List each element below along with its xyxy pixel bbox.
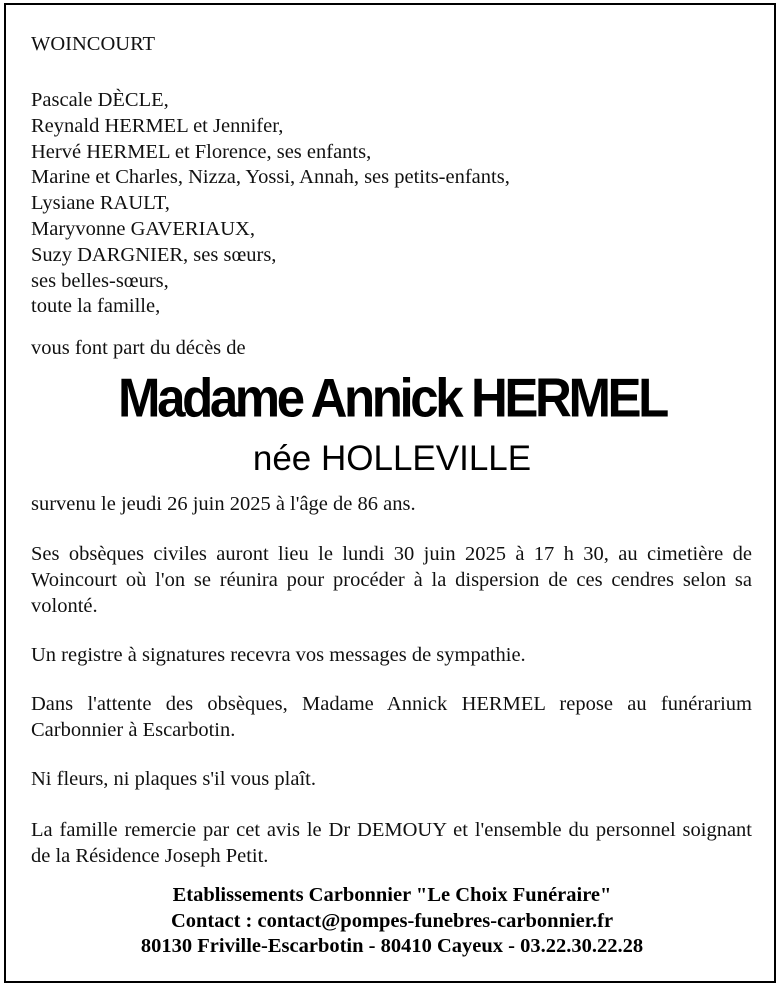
family-member: Marine et Charles, Nizza, Yossi, Annah, ses petits-enfants,: [31, 166, 510, 189]
death-date: survenu le jeudi 26 juin 2025 à l'âge de 86 ans.: [31, 493, 416, 515]
family-list: [31, 88, 752, 320]
family-member: Hervé HERMEL et Florence, ses enfants,: [31, 140, 372, 163]
family-member: Reynald HERMEL et Jennifer,: [31, 114, 284, 137]
family-member: Suzy DARGNIER, ses sœurs,: [31, 243, 277, 266]
family-member: Maryvonne GAVERIAUX,: [31, 217, 255, 240]
announcement-intro: vous font part du décès de: [31, 337, 246, 359]
town-name: WOINCOURT: [31, 33, 156, 55]
flowers-notice: Ni fleurs, ni plaques s'il vous plaît.: [31, 768, 316, 790]
funeral-details: Ses obsèques civiles auront lieu le lundi 30 juin 2025 à 17 h 30, au cimetière de Woincourt où l'on se réunira pour procéder à la dispersion de ces cendres selon sa volonté.: [31, 543, 752, 617]
condolence-register: Un registre à signatures recevra vos messages de sympathie.: [31, 644, 526, 666]
family-thanks: La famille remercie par cet avis le Dr DEMOUY et l'ensemble du personnel soignant de la Résidence Joseph Petit.: [31, 819, 752, 867]
repose-details: Dans l'attente des obsèques, Madame Annick HERMEL repose au funérarium Carbonnier à Escarbotin.: [31, 693, 752, 741]
funeral-home-contact: Contact : contact@pompes-funebres-carbonnier.fr: [170, 909, 614, 932]
family-member: Lysiane RAULT,: [31, 192, 170, 215]
funeral-home-address: 80130 Friville-Escarbotin - 80410 Cayeux - 03.22.30.22.28: [140, 935, 644, 957]
family-member: toute la famille,: [31, 295, 161, 318]
funeral-home-info: [0, 883, 784, 960]
family-member: Pascale DÈCLE,: [31, 89, 169, 111]
funeral-home-name: Etablissements Carbonnier "Le Choix Funéraire": [172, 884, 612, 906]
deceased-name: Madame Annick HERMEL: [118, 366, 666, 429]
family-member: ses belles-sœurs,: [31, 269, 169, 292]
maiden-name: née HOLLEVILLE: [252, 439, 532, 478]
